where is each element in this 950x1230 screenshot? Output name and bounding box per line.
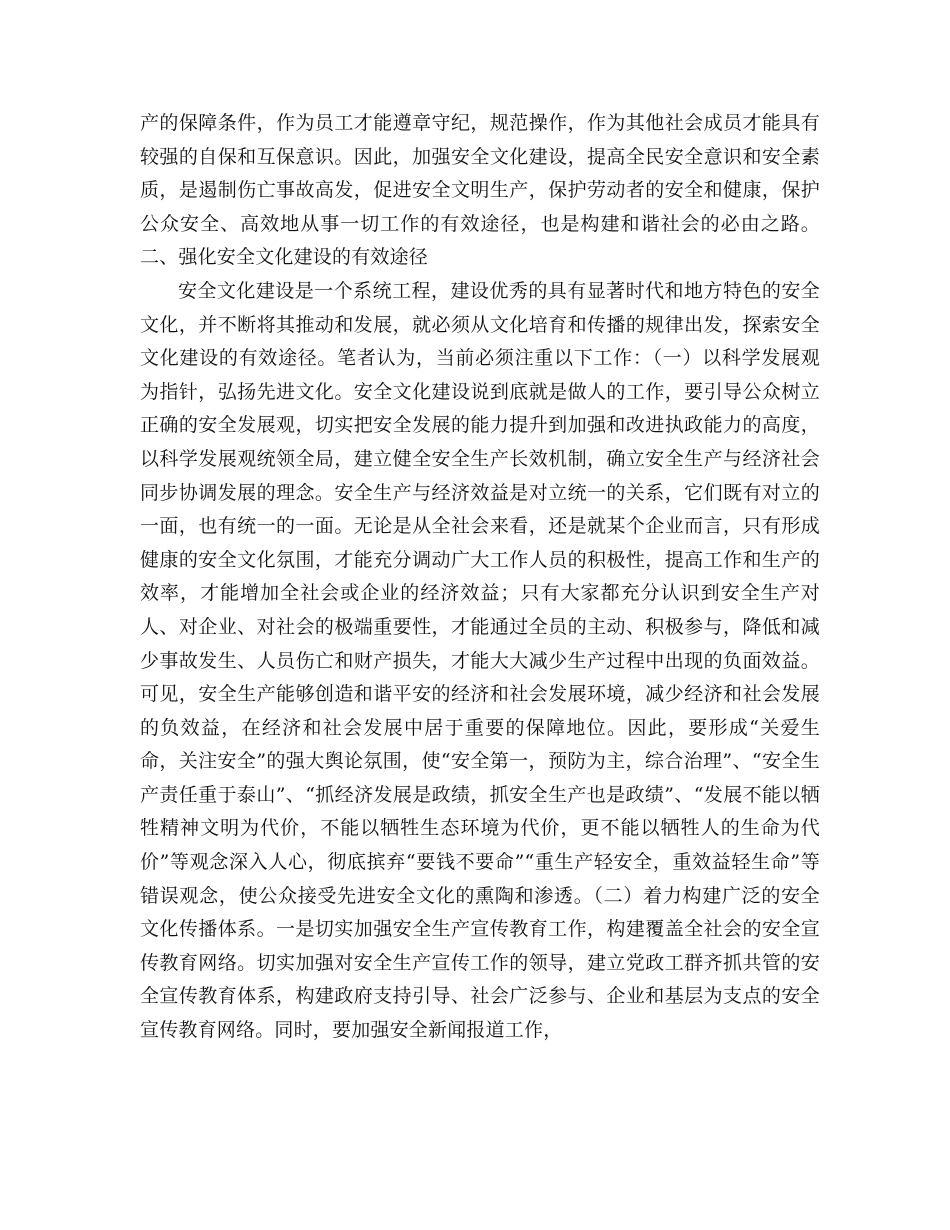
paragraph-safety-culture-construction: 安全文化建设是一个系统工程，建设优秀的具有显著时代和地方特色的安全文化，并不断将其推动和发展，就必须从文化培育和传播的规律出发，探索安全文化建设的有效途径。笔者认为，当前必须注重以下工作：（一）以科学发展观为指针，弘扬先进文化。安全文化建设说到底就是做人的工作，要引导公众树立正确的安全发展观，切实把安全发展的能力提升到加强和改进执政能力的高度，以科学发展观统领全局，建立健全安全生产长效机制，确立安全生产与经济社会同步协调发展的理念。安全生产与经济效益是对立统一的关系，它们既有对立的一面，也有统一的一面。无论是从全社会来看，还是就某个企业而言，只有形成健康的安全文化氛围，才能充分调动广大工作人员的积极性，提高工作和生产的效率，才能增加全社会或企业的经济效益；只有大家都充分认识到安全生产对人、对企业、对社会的极端重要性，才能通过全员的主动、积极参与，降低和减少事故发生、人员伤亡和财产损失，才能大大减少生产过程中出现的负面效益。可见，安全生产能够创造和谐平安的经济和社会发展环境，减少经济和社会发展的负效益，在经济和社会发展中居于重要的保障地位。因此，要形成“关爱生命，关注安全”的强大舆论氛围，使“安全第一，预防为主，综合治理”、“安全生产责任重于泰山”、“抓经济发展是政绩，抓安全生产也是政绩”、“发展不能以牺牲精神文明为代价，不能以牺牲生态环境为代价，更不能以牺牲人的生命为代价”等观念深入人心，彻底摈弃“要钱不要命”“重生产轻安全，重效益轻生命”等错误观念，使公众接受先进安全文化的熏陶和渗透。（二）着力构建广泛的安全文化传播体系。一是切实加强安全生产宣传教育工作，构建覆盖全社会的安全宣传教育网络。切实加强对安全生产宣传工作的领导，建立党政工群齐抓共管的安全宣传教育体系，构建政府支持引导、社会广泛参与、企业和基层为支点的安全宣传教育网络。同时，要加强安全新闻报道工作， — [140, 279, 820, 1042]
document-body — [140, 107, 820, 1048]
paragraph-continuation: 产的保障条件，作为员工才能遵章守纪，规范操作，作为其他社会成员才能具有较强的自保和互保意识。因此，加强安全文化建设，提高全民安全意识和安全素质，是遏制伤亡事故高发，促进安全文明生产，保护劳动者的安全和健康，保护公众安全、高效地从事一切工作的有效途径，也是构建和谐社会的必由之路。二、强化安全文化建设的有效途径 — [140, 112, 820, 269]
